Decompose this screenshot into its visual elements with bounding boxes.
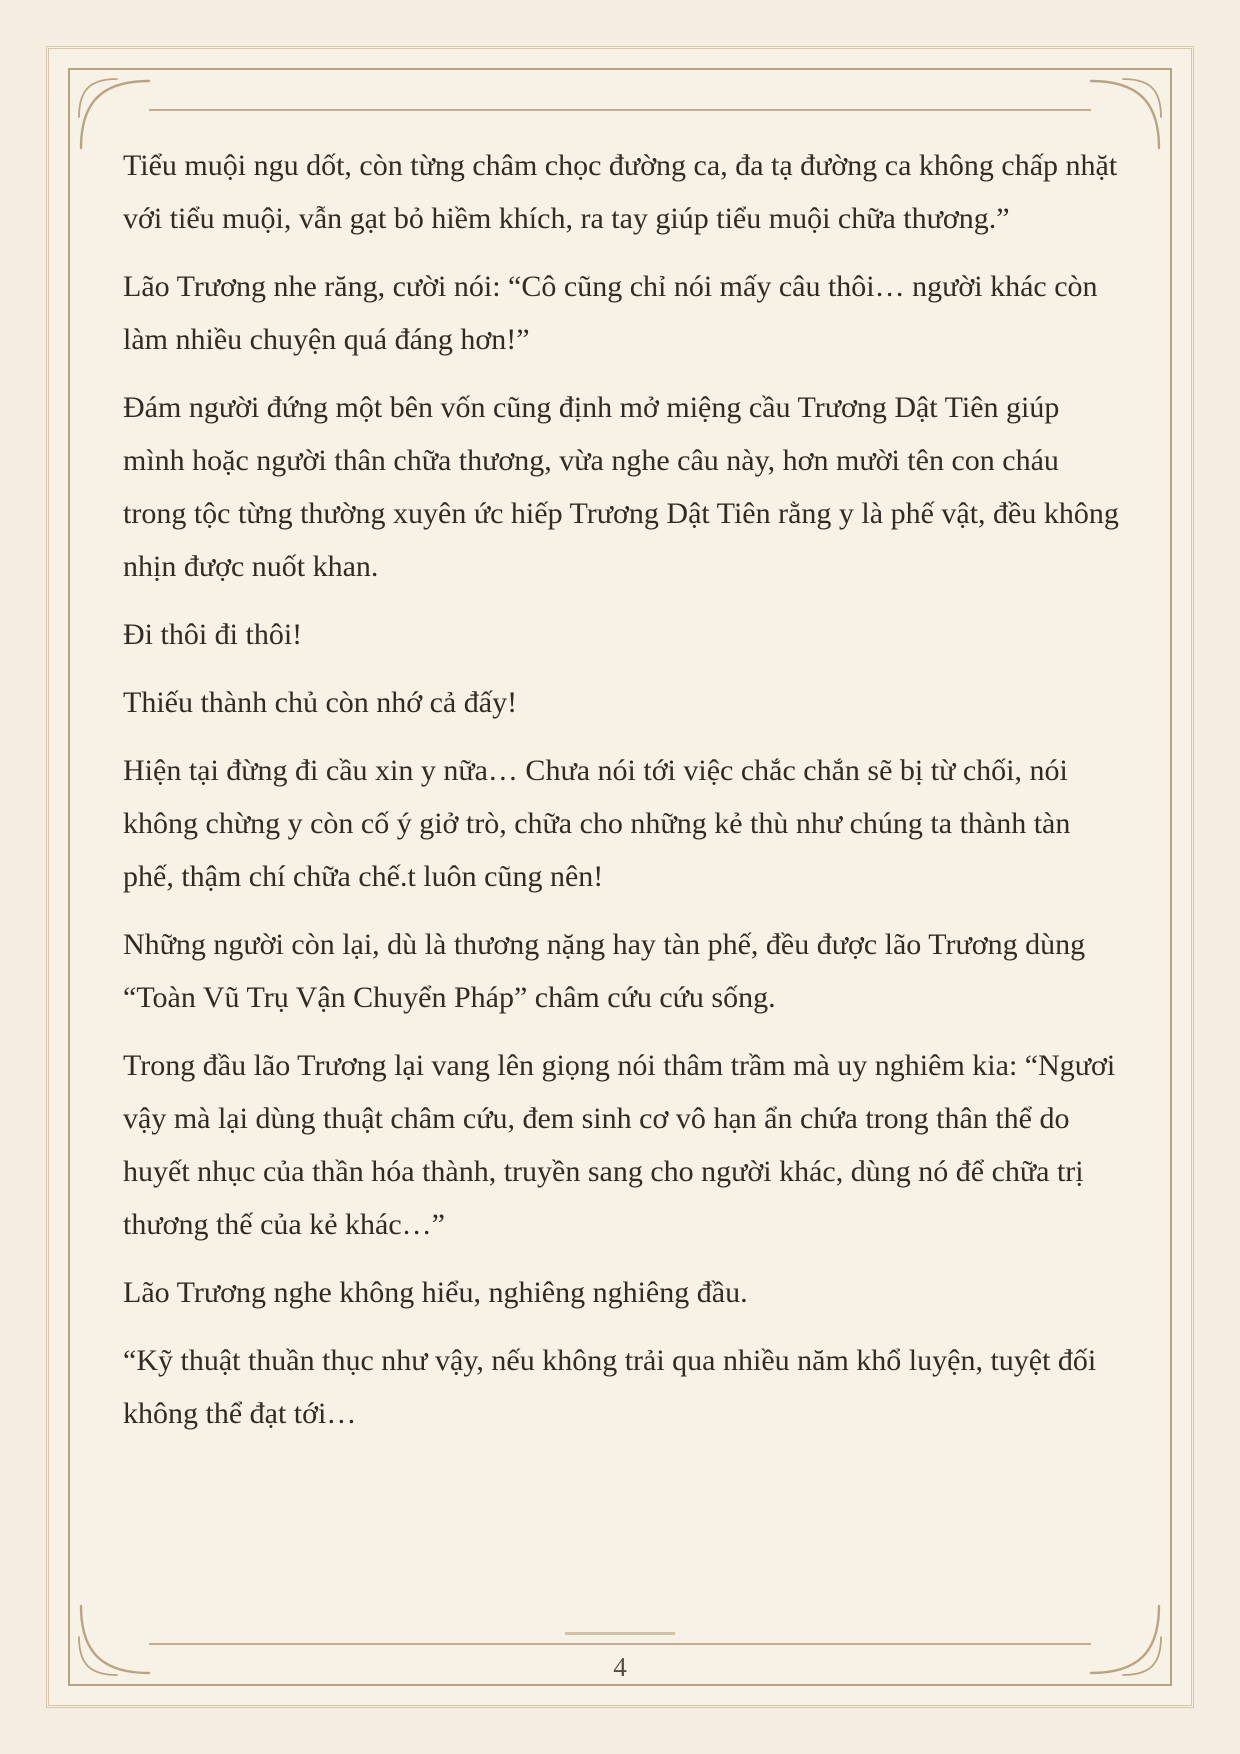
paragraph: Những người còn lại, dù là thương nặng hay tàn phế, đều được lão Trương dùng “Toàn Vũ Trụ Vận Chuyển Pháp” châm cứu cứu sống.	[123, 928, 1086, 1014]
paragraph: Tiểu muội ngu dốt, còn từng châm chọc đường ca, đa tạ đường ca không chấp nhặt với tiểu muội, vẫn gạt bỏ hiềm khích, ra tay giúp tiểu muội chữa thương.”	[123, 149, 1118, 235]
page-text	[123, 139, 1125, 1455]
page-number: 4	[613, 1652, 627, 1682]
paragraph: Đi thôi đi thôi!	[123, 618, 303, 651]
header-rule	[149, 109, 1091, 111]
paragraph: Đám người đứng một bên vốn cũng định mở miệng cầu Trương Dật Tiên giúp mình hoặc người thân chữa thương, vừa nghe câu này, hơn mười tên con cháu trong tộc từng thường xuyên ức hiếp Trương Dật Tiên rằng y là phế vật, đều không nhịn được nuốt khan.	[123, 391, 1119, 583]
paragraph: “Kỹ thuật thuần thục như vậy, nếu không trải qua nhiều năm khổ luyện, tuyệt đối không thể đạt tới…	[123, 1344, 1097, 1430]
paragraph: Lão Trương nhe răng, cười nói: “Cô cũng chỉ nói mấy câu thôi… người khác còn làm nhiều chuyện quá đáng hơn!”	[123, 270, 1098, 356]
paragraph: Lão Trương nghe không hiểu, nghiêng nghiêng đầu.	[123, 1276, 748, 1309]
paragraph: Trong đầu lão Trương lại vang lên giọng nói thâm trầm mà uy nghiêm kia: “Ngươi vậy mà lại dùng thuật châm cứu, đem sinh cơ vô hạn ẩn chứa trong thân thể do huyết nhục của thần hóa thành, truyền sang cho người khác, dùng nó để chữa trị thương thế của kẻ khác…”	[123, 1049, 1116, 1241]
paragraph: Thiếu thành chủ còn nhớ cả đấy!	[123, 686, 518, 719]
footer-accent-rule	[565, 1632, 675, 1635]
footer-rule	[149, 1643, 1091, 1645]
paragraph: Hiện tại đừng đi cầu xin y nữa… Chưa nói tới việc chắc chắn sẽ bị từ chối, nói không chừng y còn cố ý giở trò, chữa cho những kẻ thù như chúng ta thành tàn phế, thậm chí chữa chế.t luôn cũng nên!	[123, 754, 1071, 893]
